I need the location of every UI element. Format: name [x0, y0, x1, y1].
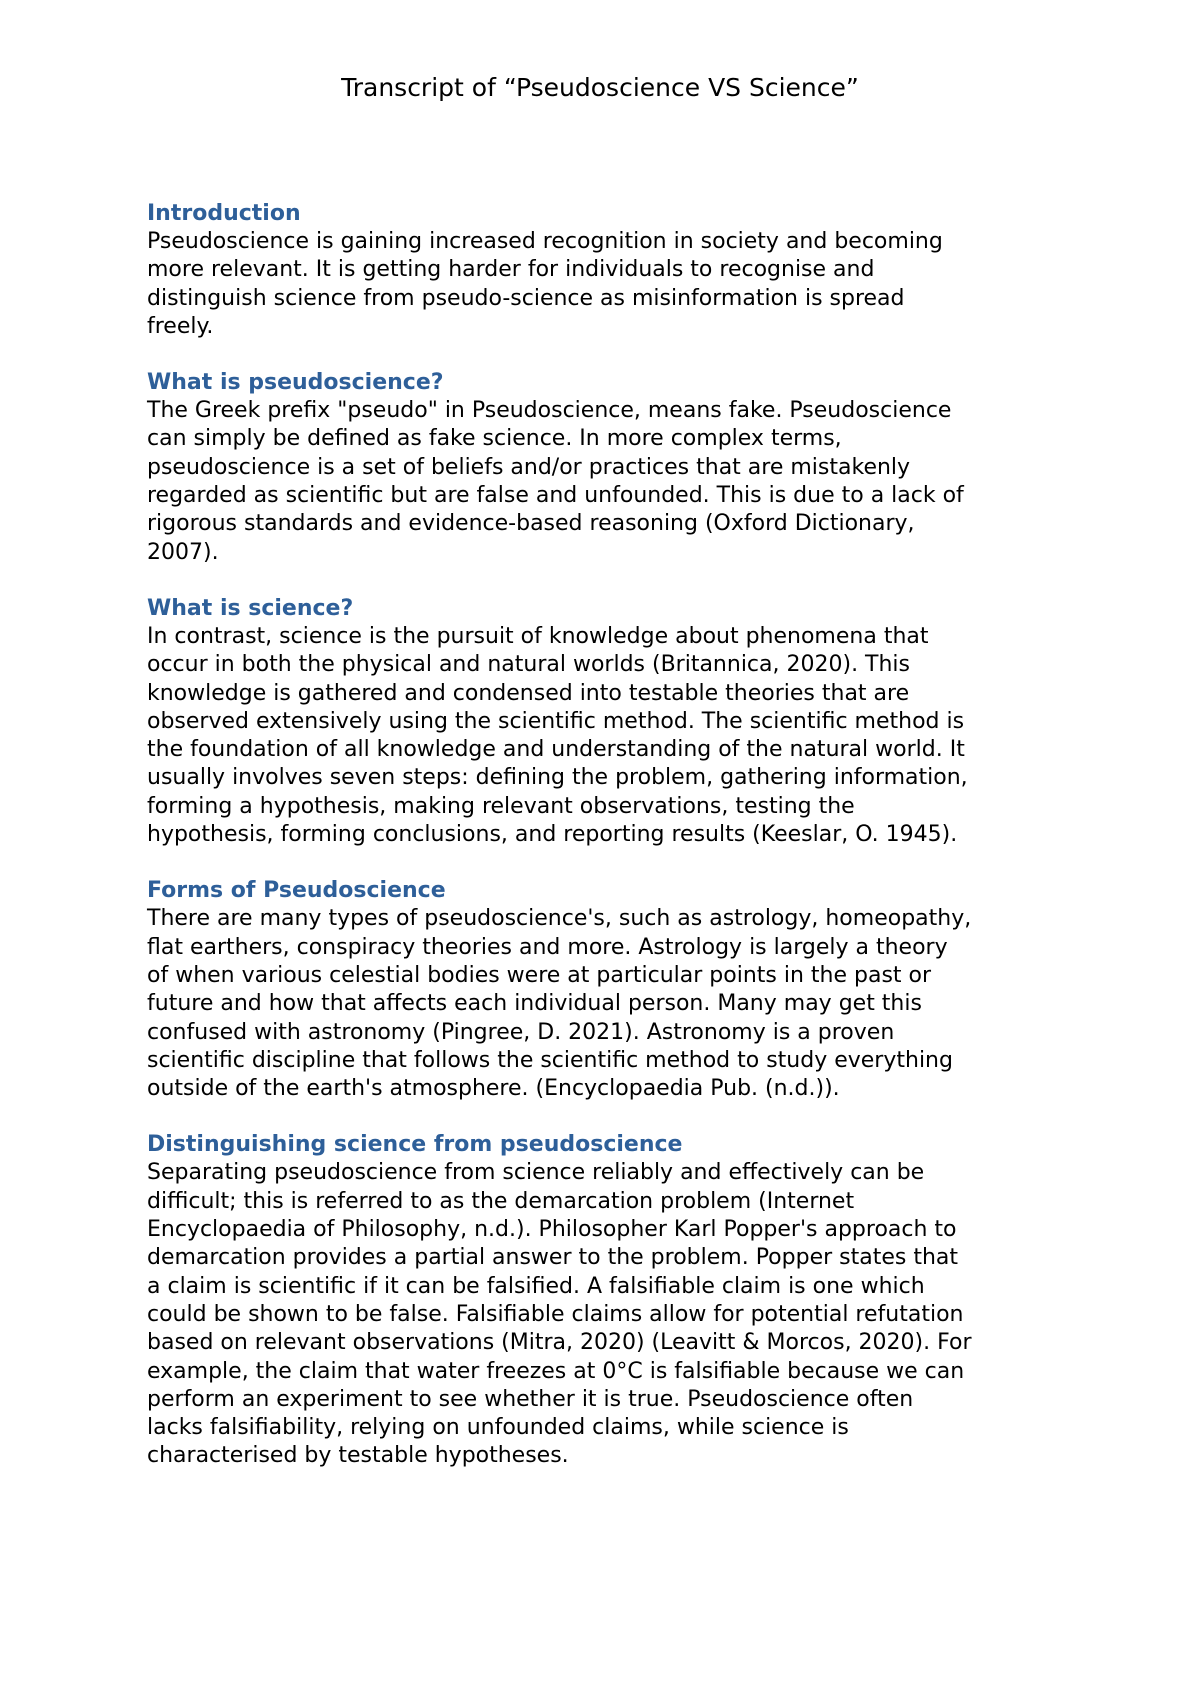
section-paragraph: Pseudoscience is gaining increased recognition in society and becoming more relevant. It is getting harder for individuals to recognise and distinguish science from pseudo-science as misinformation is spread freely. — [147, 229, 943, 339]
section-paragraph: The Greek prefix "pseudo" in Pseudoscience, means fake. Pseudoscience can simply be defined as fake science. In more complex terms, pseudoscience is a set of beliefs and/or practices that are mistakenly regarded as scientific but are false and unfounded. This is due to a lack of rigorous standards and evidence-based reasoning (Oxford Dictionary, 2007). — [147, 398, 964, 565]
section-heading: Introduction — [147, 201, 301, 226]
section-what-is-science — [147, 595, 1087, 849]
section-introduction — [147, 200, 1087, 341]
document-title: Transcript of “Pseudoscience VS Science” — [341, 73, 859, 102]
section-heading: What is pseudoscience? — [147, 370, 444, 396]
section-paragraph: In contrast, science is the pursuit of knowledge about phenomena that occur in both the physical and natural worlds (Britannica, 2020). This knowledge is gathered and condensed into testable theories that are observed extensively using the scientific method. The scientific method is the foundation of all knowledge and understanding of the natural world. It usually involves seven steps: defining the problem, gathering information, forming a hypothesis, making relevant observations, testing the hypothesis, forming conclusions, and reporting results (Keeslar, O. 1945). — [147, 623, 968, 848]
section-what-is-pseudoscience — [147, 369, 1087, 567]
section-paragraph: There are many types of pseudoscience's, such as astrology, homeopathy, flat earthers, conspiracy theories and more. Astrology is largely a theory of when various celestial bodies were at particular points in the past or future and how that affects each individual person. Many may get this confused with astronomy (Pingree, D. 2021). Astronomy is a proven scientific discipline that follows the scientific method to study everything outside of the earth's atmosphere. (Encyclopaedia Pub. (n.d.)). — [147, 906, 972, 1102]
section-paragraph: Separating pseudoscience from science reliably and effectively can be difficult; this is referred to as the demarcation problem (Internet Encyclopaedia of Philosophy, n.d.). Philosopher Karl Popper's approach to demarcation provides a partial answer to the problem. Popper states that a claim is scientific if it can be falsified. A falsifiable claim is one which could be shown to be false. Falsifiable claims allow for potential refutation based on relevant observations (Mitra, 2020) (Leavitt & Morcos, 2020). For example, the claim that water freezes at 0°C is falsifiable because we can perform an experiment to see whether it is true. Pseudoscience often lacks falsifiability, relying on unfounded claims, while science is characterised by testable hypotheses. — [147, 1160, 972, 1469]
section-heading: Forms of Pseudoscience — [147, 878, 446, 904]
section-forms-of-pseudoscience — [147, 877, 1087, 1103]
section-distinguishing-science — [147, 1131, 1087, 1470]
section-heading: What is science? — [147, 595, 354, 621]
document-body — [147, 200, 1087, 1499]
section-heading: Distinguishing science from pseudoscience — [147, 1132, 683, 1158]
